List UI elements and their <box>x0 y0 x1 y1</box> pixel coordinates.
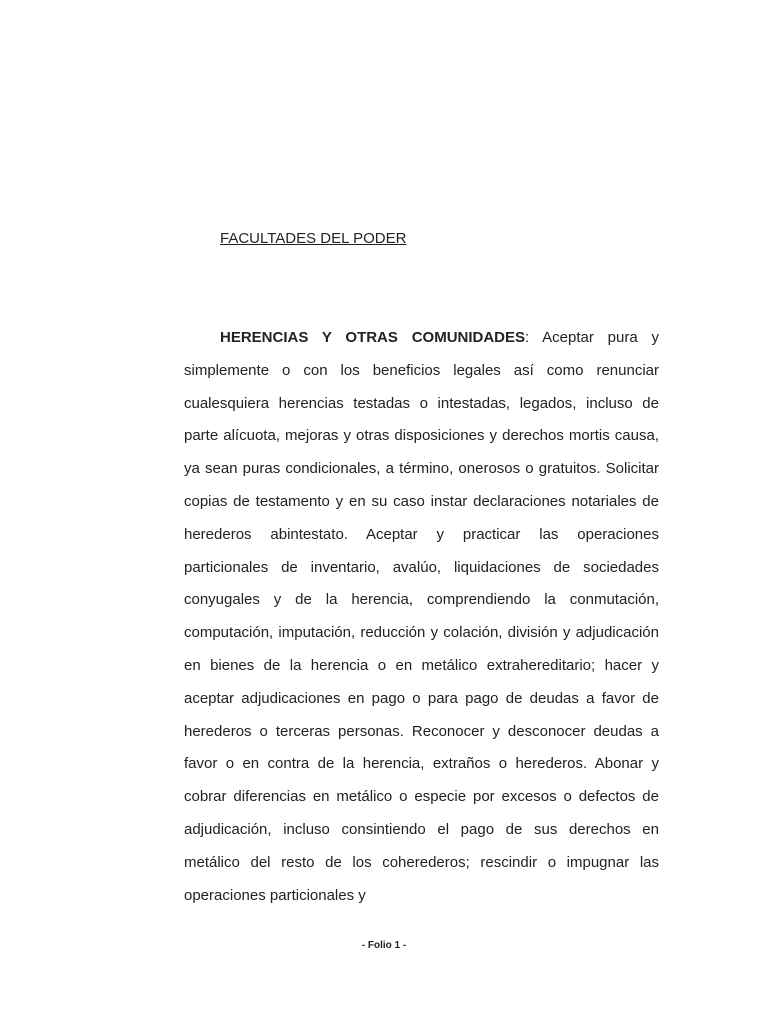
body-paragraph <box>184 322 659 912</box>
section-title-colon: : <box>525 329 530 346</box>
paragraph-text: Aceptar pura y simplemente o con los beneficios legales así como renunciar cualesquiera herencias testadas o intestadas, legados, incluso de parte alícuota, mejoras y otras disposiciones y derechos mortis causa, ya sean puras condicionales, a término, onerosos o gratuitos. Solicitar copias de testamento y en su caso instar declaraciones notariales de herederos abintestato. Aceptar y practicar las operaciones particionales de inventario, avalúo, liquidaciones de sociedades conyugales y de la herencia, comprendiendo la conmutación, computación, imputación, reducción y colación, división y adjudicación en bienes de la herencia o en metálico extrahereditario; hacer y aceptar adjudicaciones en pago o para pago de deudas a favor de herederos o terceras personas. Reconocer y desconocer deudas a favor o en contra de la herencia, extraños o herederos. Abonar y cobrar diferencias en metálico o especie por excesos o defectos de adjudicación, incluso consintiendo el pago de sus derechos en metálico del resto de los coherederos; rescindir o impugnar las operaciones particionales y <box>184 329 659 904</box>
page-footer: - Folio 1 - <box>361 940 407 951</box>
section-title: HERENCIAS Y OTRAS COMUNIDADES <box>220 329 526 346</box>
page-heading: FACULTADES DEL PODER <box>220 230 407 247</box>
